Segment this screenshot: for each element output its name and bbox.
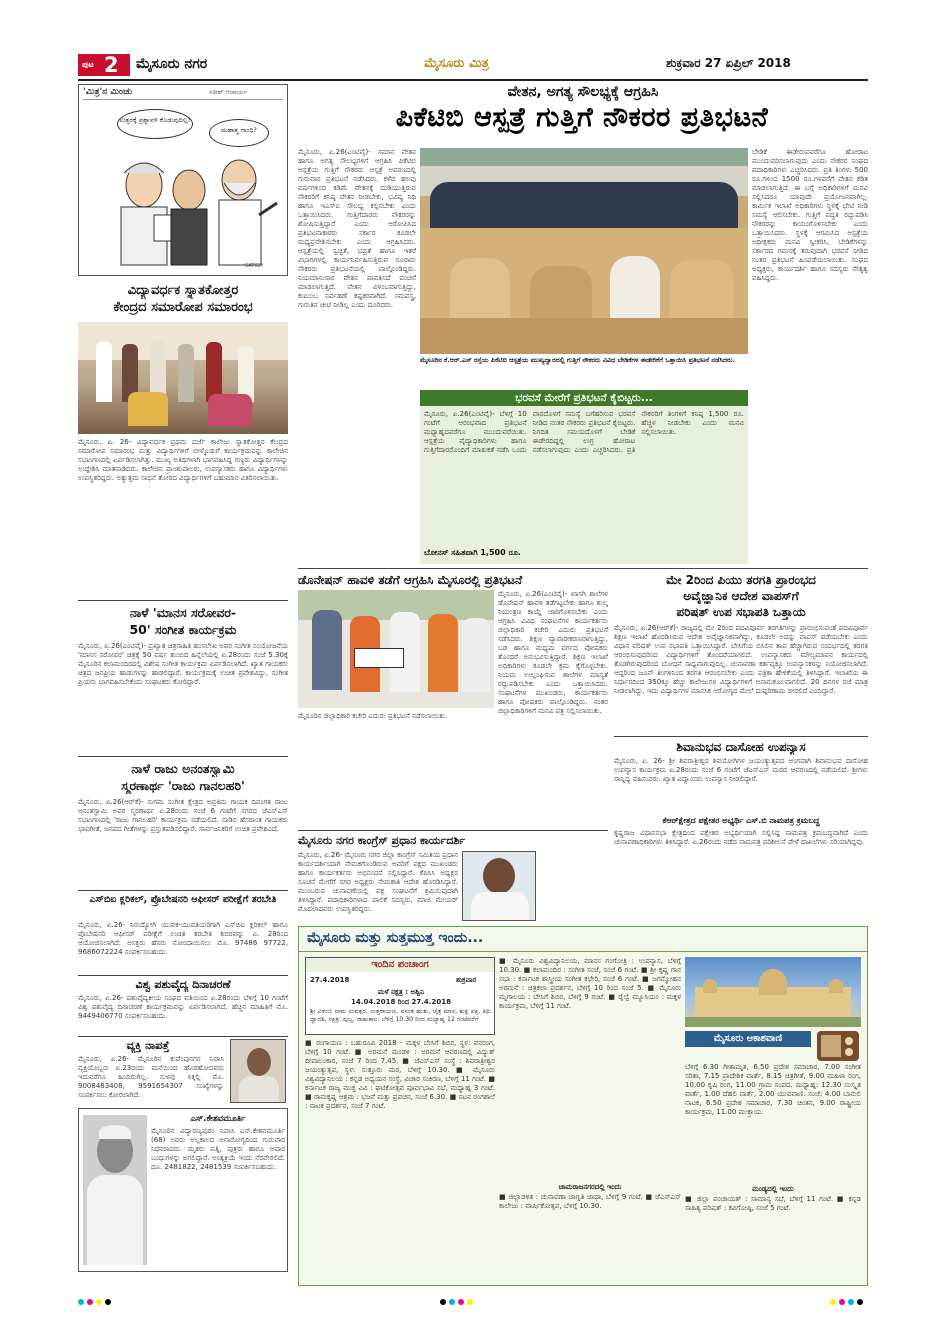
chamaraj-body: ■ ಜಿಲ್ಲಾಡಳಿತ : ಚುನಾವಣಾ ಜಾಗೃತಿ ಜಾಥಾ, ಬೆಳಿಗ್ಗೆ 9 ಗಂಟೆ. ■ ಜೆಎಸ್‌ಎಸ್ ಕಾಲೇಜು : ವಾರ್ಷಿಕೋತ್ಸವ, ಬೆಳಿಗ್ಗೆ 10.30. [499, 1193, 681, 1210]
header-rule [78, 79, 868, 81]
issue-date: ಶುಕ್ರವಾರ 27 ಏಪ್ರಿಲ್ 2018 [666, 56, 791, 70]
bubble-left-text: ಉತ್ತರಕ್ಕೆ ಪ್ರಶ್ನಾವಳಿ ಕೊಡುವುದಿಲ್ಲ! [119, 116, 191, 124]
manasa-headline-2: 50' ಸಂಗೀತ ಕಾರ್ಯಕ್ರಮ [129, 622, 237, 637]
missing-headline: ವ್ಯಕ್ತಿ ನಾಪತ್ತೆ [126, 1039, 170, 1052]
lead-sub-body: ಮೈಸೂರು, ಏ.26(ಎಂಟಿವೈ)- ಬೆಳಿಗ್ಗೆ 10 ಗಂಟೆಗೆ ಆರಂಭವಾದ ಪ್ರತಿಭಟನೆ ಮಧ್ಯಾಹ್ನದವರೆಗೂ ಮುಂದುವರೆಯಿತು. ಆಸ್ಪತ್ರೆಯ ವೈದ್ಯಾಧಿಕಾರಿಗಳು ಹಾಗೂ ಗುತ್ತಿಗೆದಾರರೊಂದಿಗೆ ಮಾತುಕತೆ ನಡೆಸಿ ಒಂದು ವಾರದೊಳಗೆ ಸಮಸ್ಯೆ ಬಗೆಹರಿಸುವ ಭರವಸೆ ನೀಡಿದ ನಂತರ ನೌಕರರು ಪ್ರತಿಭಟನೆ ಕೈಬಿಟ್ಟರು. ನಿಗದಿತ ಸಮಯದೊಳಗೆ ಬೇಡಿಕೆ ಈಡೇರದಿದ್ದಲ್ಲಿ ಉಗ್ರ ಹೋರಾಟ ನಡೆಸಲಾಗುವುದು ಎಂದು ಎಚ್ಚರಿಸಿದರು. ಪ್ರತಿ ನೌಕರರಿಗೆ ತಿಂಗಳಿಗೆ ಕನಿಷ್ಠ 1,500 ರೂ. ಹೆಚ್ಚಳ ನೀಡಬೇಕು ಎಂದು ಮನವಿ ಸಲ್ಲಿಸಲಾಯಿತು. [424, 410, 744, 454]
congress-photo [462, 851, 536, 921]
donation-story [298, 572, 608, 828]
lead-kicker: ವೇತನ, ಅಗತ್ಯ ಸೌಲಭ್ಯಕ್ಕೆ ಆಗ್ರಹಿಸಿ [507, 84, 659, 100]
puc-story [614, 572, 868, 734]
obituary-name: ಎಸ್.ಕೇಶವಮೂರ್ತಿ [190, 1114, 246, 1124]
pg-photo [78, 322, 288, 434]
manasa-story [78, 604, 288, 754]
sbi-body: ಮೈಸೂರು, ಏ.26- ನಿರುದ್ಯೋಗಿ ಯುವಕ-ಯುವತಿಯರಿಗಾಗಿ ಎಸ್‌ಬಿಐ ಕ್ಲರಿಕಲ್ ಹಾಗೂ ಪ್ರೊಬೇಷನರಿ ಆಫೀಸರ್ ಪರೀಕ್ಷೆಗೆ ಉಚಿತ ತರಬೇತಿ ಶಿಬಿರವನ್ನು ಏ. 28ರಿಂದ ಆಯೋಜಿಸಲಾಗಿದೆ. ಆಸಕ್ತರು ಹೆಸರು ನೋಂದಾಯಿಸಲು ಮೊ. 97486 97722, 9686072224 ಸಂಪರ್ಕಿಸಬಹುದು. [78, 921, 288, 956]
radio-title [685, 1031, 811, 1047]
page-number-badge [78, 54, 130, 76]
vet-body: ಮೈಸೂರು, ಏ.26- ಪಶುವೈದ್ಯಕೀಯ ಸಂಘದ ವತಿಯಿಂದ ಏ.28ರಂದು ಬೆಳಿಗ್ಗೆ 10 ಗಂಟೆಗೆ ವಿಶ್ವ ಪಶುವೈದ್ಯ ದಿನಾಚರಣೆ ಕಾರ್ಯಕ್ರಮವನ್ನು ಏರ್ಪಡಿಸಲಾಗಿದೆ. ಹೆಚ್ಚಿನ ಮಾಹಿತಿಗೆ ಮೊ. 9449406770 ಸಂಪರ್ಕಿಸಬಹುದು. [78, 994, 288, 1020]
raju-headline-1: ನಾಳೆ ರಾಜು ಅನಂತಸ್ವಾಮಿ [131, 761, 235, 776]
raju-story [78, 760, 288, 888]
radio-body: ಬೆಳಿಗ್ಗೆ 6.30 ಗೀತಾಮೃತ, 6.50 ಪ್ರದೇಶ ಸಮಾಚಾರ, 7.00 ಸಂಗೀತ ಸರಿತಾ, 7.15 ಪ್ರಾದೇಶಿಕ ವಾರ್ತೆ, 8.15 ಚಿತ್ರಗೀತೆ, 9.00 ಮಹಿಳಾ ರಂಗ, 10.00 ಕೃಷಿ ರಂಗ, 11.00 ಗ್ರಾಮ ಸಂಪದ. ಮಧ್ಯಾಹ್ನ: 12.30 ಸಂಸ್ಕೃತ ವಾರ್ತೆ, 1.00 ದೆಹಲಿ ವಾರ್ತೆ, 2.00 ಯುವವಾಣಿ. ಸಂಜೆ: 4.00 ಬಾನುಲಿ ನಾಟಕ, 6.50 ಪ್ರದೇಶ ಸಮಾಚಾರ, 7.30 ಚಿಂತನ, 9.00 ರಾಷ್ಟ್ರೀಯ ಕಾರ್ಯಕ್ರಮ, 11.00 ಮುಕ್ತಾಯ. [685, 1063, 861, 1116]
lead-subbox [420, 390, 748, 564]
section-name: ಮೈಸೂರು ನಗರ [136, 56, 208, 72]
puc-headline-2: ಅವೈಜ್ಞಾನಿಕ ಆದೇಶ ವಾಪಸ್‌ಗೆ [683, 589, 799, 603]
obituary-body: ಮೈಸೂರಿನ ವಿದ್ಯಾರಣ್ಯಪುರಂ ನಿವಾಸಿ ಎಸ್.ಕೇಶವಮೂರ್ತಿ (68) ಅವರು ಅಲ್ಪಕಾಲದ ಅನಾರೋಗ್ಯದಿಂದ ಗುರುವಾರ ನಿಧನರಾದರು. ಮೃತರು ಪತ್ನಿ, ಪುತ್ರರು ಹಾಗೂ ಅಪಾರ ಬಂಧುಗಳನ್ನು ಅಗಲಿದ್ದಾರೆ. ಅಂತ್ಯಕ್ರಿಯೆ ಇಂದು ನೆರವೇರಲಿದೆ. ದೂ. 2481822, 2481539 ಸಂಪರ್ಕಿಸಬಹುದು. [151, 1127, 285, 1171]
panchanga-line-1: ಮಳೆ ನಕ್ಷತ್ರ : ಅಶ್ವಿನಿ [377, 988, 425, 996]
cartoon-drawing [99, 145, 279, 275]
lead-photo [420, 148, 748, 354]
lead-photo-caption: ಮೈಸೂರಿನ ಕೆ.ಆರ್.ಎಸ್ ರಸ್ತೆಯ ಪಿಕೆಟಿಬಿ ಆಸ್ಪತ್ರೆಯ ಮುಖ್ಯದ್ವಾರದಲ್ಲಿ ಗುತ್ತಿಗೆ ನೌಕರರು ವಿವಿಧ ಬೇಡಿಕೆಗಳ ಈಡೇರಿಕೆಗೆ ಒತ್ತಾಯಿಸಿ ಪ್ರತಿಭಟನೆ ನಡೆಸಿದರು. [420, 356, 736, 364]
panchanga-weekday: ಶುಕ್ರವಾರ [456, 976, 477, 984]
congress-body: ಮೈಸೂರು, ಏ.26- ಮೈಸೂರು ನಗರ ಜಿಲ್ಲಾ ಕಾಂಗ್ರೆಸ್ ಸಮಿತಿಯ ಪ್ರಧಾನ ಕಾರ್ಯದರ್ಶಿಯಾಗಿ ನೇಮಕಗೊಂಡಿರುವ ಅವರಿಗೆ ಪಕ್ಷದ ಮುಖಂಡರು ಹಾಗೂ ಕಾರ್ಯಕರ್ತರು ಅಭಿನಂದನೆ ಸಲ್ಲಿಸಿದ್ದಾರೆ. ಕೆಪಿಸಿಸಿ ಅಧ್ಯಕ್ಷರ ಸೂಚನೆ ಮೇರೆಗೆ ನಗರ ಅಧ್ಯಕ್ಷರು ನೇಮಕಾತಿ ಆದೇಶ ಹೊರಡಿಸಿದ್ದಾರೆ. ಮುಂಬರುವ ಚುನಾವಣೆಯಲ್ಲಿ ಪಕ್ಷ ಸಂಘಟನೆಗೆ ಶ್ರಮಿಸುವುದಾಗಿ ತಿಳಿಸಿದ್ದಾರೆ. ಪದಾಧಿಕಾರಿಗಳಾದ ಪಾಲಿಕೆ ಸದಸ್ಯರು, ಮಾಜಿ ಮೇಯರ್ ಮೊದಲಾದವರು ಉಪಸ್ಥಿತರಿದ್ದರು. [298, 851, 458, 913]
page-number: 2 [104, 53, 119, 77]
registration-marks-center [440, 1290, 476, 1309]
pg-centre-story [78, 282, 288, 598]
lead-headline: ಪಿಕೆಟಿಬಿ ಆಸ್ಪತ್ರೆ ಗುತ್ತಿಗೆ ನೌಕರರ ಪ್ರತಿಭಟನೆ [395, 102, 769, 133]
vet-headline: ವಿಶ್ವ ಪಶುವೈದ್ಯ ದಿನಾಚರಣೆ [135, 978, 231, 991]
sbi-story [78, 893, 288, 973]
radio-box [685, 1031, 861, 1181]
speech-bubble-right [209, 119, 269, 147]
lead-sub-emphasis: ಬೋನಸ್ ಸಹಿತವಾಗಿ 1,500 ರೂ. [424, 548, 521, 557]
panchanga-date: 27.4.2018 [310, 976, 350, 984]
donation-body-below: ಮೈಸೂರಿನ ಜಿಲ್ಲಾಧಿಕಾರಿ ಕಚೇರಿ ಎದುರು ಪ್ರತಿಭಟನೆ ನಡೆಸಲಾಯಿತು. [298, 712, 448, 720]
mandya-heading: ಮಂಡ್ಯದಲ್ಲಿ ಇಂದು [752, 1185, 794, 1193]
today-banner: ಮೈಸೂರು ಮತ್ತು ಸುತ್ತಮುತ್ತ ಇಂದು... [307, 930, 484, 946]
today-section [298, 926, 868, 1286]
puc-body: ಮೈಸೂರು, ಏ.26(ಆರ್‌ಕೆ)- ರಾಜ್ಯದಲ್ಲಿ ಮೇ 2ರಿಂದ ಪದವಿಪೂರ್ವ ತರಗತಿಗಳನ್ನು ಪ್ರಾರಂಭಿಸುವಂತೆ ಪದವಿಪೂರ್ವ ಶಿಕ್ಷಣ ಇಲಾಖೆ ಹೊರಡಿಸಿರುವ ಆದೇಶ ಅವೈಜ್ಞಾನಿಕವಾಗಿದ್ದು, ಕೂಡಲೇ ಅದನ್ನು ವಾಪಸ್ ಪಡೆಯಬೇಕು ಎಂದು ವಿಧಾನ ಪರಿಷತ್ ಉಪ ಸಭಾಪತಿ ಒತ್ತಾಯಿಸಿದ್ದಾರೆ. ಬೇಸಿಗೆಯ ಬಿಸಿಲಿನ ತಾಪ ಹೆಚ್ಚಾಗಿರುವ ಸಂದರ್ಭದಲ್ಲಿ ತರಗತಿ ಆರಂಭಿಸುವುದರಿಂದ ವಿದ್ಯಾರ್ಥಿಗಳಿಗೆ ತೊಂದರೆಯಾಗಲಿದೆ. ಉಪನ್ಯಾಸಕರು ಮೌಲ್ಯಮಾಪನ ಕಾರ್ಯದಲ್ಲಿ ತೊಡಗಿರುವುದರಿಂದ ಬೋಧನೆ ಸಾಧ್ಯವಾಗುವುದಿಲ್ಲ. ಚುನಾವಣಾ ಕರ್ತವ್ಯಕ್ಕೂ ಉಪನ್ಯಾಸಕರನ್ನು ನಿಯೋಜಿಸಲಾಗಿದೆ. ಆದ್ದರಿಂದ ಜೂನ್ ತಿಂಗಳಿನಿಂದ ತರಗತಿ ಆರಂಭಿಸಬೇಕು ಎಂದು ಪತ್ರಿಕಾ ಹೇಳಿಕೆಯಲ್ಲಿ ತಿಳಿಸಿದ್ದಾರೆ. ಇಲಾಖೆಯ ಈ ನಿರ್ಧಾರದಿಂದ 350ಕ್ಕೂ ಹೆಚ್ಚು ಕಾಲೇಜುಗಳ ವಿದ್ಯಾರ್ಥಿಗಳಿಗೆ ಅನಾನುಕೂಲವಾಗಲಿದೆ. 20 ದಿನಗಳ ರಜೆ ಮಾತ್ರ ನೀಡಲಾಗಿದ್ದು, ಇದು ವಿದ್ಯಾರ್ಥಿಗಳ ಮಾನಸಿಕ ಆರೋಗ್ಯದ ಮೇಲೆ ದುಷ್ಪರಿಣಾಮ ಬೀರಲಿದೆ ಎಂದಿದ್ದಾರೆ. [614, 624, 868, 695]
donation-photo [298, 590, 494, 708]
missing-body: ಮೈಸೂರು, ಏ.26- ಮೈಸೂರಿನ ಕುವೆಂಪುನಗರ ನಿವಾಸಿ ವ್ಯಕ್ತಿಯೊಬ್ಬರು ಏ.23ರಂದು ಮನೆಯಿಂದ ಹೊರಹೋದವರು ಇದುವರೆಗೂ ಹಿಂದಿರುಗಿಲ್ಲ. ಸುಳಿವು ಸಿಕ್ಕಲ್ಲಿ ಮೊ. 9008483408, 9591654307 ಸಂಖ್ಯೆಗಳನ್ನು ಸಂಪರ್ಕಿಸಲು ಕೋರಲಾಗಿದೆ. [78, 1055, 224, 1099]
today-events-right: ■ ಮೈಸೂರು ವಿಶ್ವವಿದ್ಯಾನಿಲಯ, ಮಾನಸ ಗಂಗೋತ್ರಿ : ಉಪನ್ಯಾಸ, ಬೆಳಿಗ್ಗೆ 10.30. ■ ಕಲಾಮಂದಿರ : ಸಂಗೀತ ಸಂಜೆ, ಸಂಜೆ 6 ಗಂಟೆ. ■ ಶ್ರೀ ಕೃಷ್ಣ ಗಾನ ಸಭಾ : ಕರ್ನಾಟಕ ಶಾಸ್ತ್ರೀಯ ಸಂಗೀತ ಕಛೇರಿ, ಸಂಜೆ 6 ಗಂಟೆ. ■ ಜಗನ್ಮೋಹನ ಅರಮನೆ : ಚಿತ್ರಕಲಾ ಪ್ರದರ್ಶನ, ಬೆಳಿಗ್ಗೆ 10 ರಿಂದ ಸಂಜೆ 5. ■ ಮೈಸೂರು ಮೃಗಾಲಯ : ಬೇಸಿಗೆ ಶಿಬಿರ, ಬೆಳಿಗ್ಗೆ 9 ಗಂಟೆ. ■ ರೈಲ್ವೆ ಮ್ಯೂಸಿಯಂ : ಮಕ್ಕಳ ಕಾರ್ಯಕ್ರಮ, ಬೆಳಿಗ್ಗೆ 11 ಗಂಟೆ. [499, 957, 681, 1010]
chamaraj-heading: ಚಾಮರಾಜನಗರದಲ್ಲಿ ಇಂದು [558, 1183, 622, 1191]
manasa-headline-1: ನಾಳೆ 'ಮಾನಸ ಸರೋವರ- [129, 605, 237, 620]
obituary-photo [83, 1115, 147, 1265]
today-events-left: ■ ರಂಗಾಯಣ : ಬಹುರೂಪಿ 2018 - ಮಕ್ಕಳ ಬೇಸಿಗೆ ಶಿಬಿರ, ಸ್ಥಳ: ವನರಂಗ, ಬೆಳಿಗ್ಗೆ 10 ಗಂಟೆ. ■ ಅರಮನೆ ಮಂಡಳಿ : ಅರಮನೆ ಆವರಣದಲ್ಲಿ ವಿದ್ಯುತ್ ದೀಪಾಲಂಕಾರ, ಸಂಜೆ 7 ರಿಂದ 7.45. ■ ಜೆಎಸ್‌ಎಸ್ ಸಂಸ್ಥೆ : ಶಿವರಾತ್ರೀಶ್ವರ ಜಯಂತ್ಯುತ್ಸವ, ಸ್ಥಳ: ಸುತ್ತೂರು ಮಠ, ಬೆಳಿಗ್ಗೆ 10.30. ■ ಮೈಸೂರು ವಿಶ್ವವಿದ್ಯಾನಿಲಯ : ಕನ್ನಡ ಅಧ್ಯಯನ ಸಂಸ್ಥೆ, ವಿಚಾರ ಸಂಕಿರಣ, ಬೆಳಿಗ್ಗೆ 11 ಗಂಟೆ. ■ ಕರ್ನಾಟಕ ರಾಜ್ಯ ಮುಕ್ತ ವಿವಿ : ಘಟಿಕೋತ್ಸವ ಪೂರ್ವಭಾವಿ ಸಭೆ, ಮಧ್ಯಾಹ್ನ 3 ಗಂಟೆ. ■ ರಾಮಕೃಷ್ಣ ಆಶ್ರಮ : ಭಜನೆ ಮತ್ತು ಪ್ರವಚನ, ಸಂಜೆ 6.30. ■ ನಟನ ರಂಗಶಾಲೆ : ನಾಟಕ ಪ್ರದರ್ಶನ, ಸಂಜೆ 7 ಗಂಟೆ. [305, 1039, 495, 1110]
donation-body-right: ಮೈಸೂರು, ಏ.26(ಎಂಟಿವೈ)- ಖಾಸಗಿ ಶಾಲೆಗಳ ಡೊನೇಷನ್ ಹಾವಳಿ ತಡೆಗಟ್ಟಬೇಕು ಹಾಗೂ ಶುಲ್ಕ ನಿಯಂತ್ರಣ ಕಾಯ್ದೆ ಜಾರಿಗೊಳಿಸಬೇಕು ಎಂದು ಆಗ್ರಹಿಸಿ ವಿವಿಧ ಸಂಘಟನೆಗಳ ಕಾರ್ಯಕರ್ತರು ಜಿಲ್ಲಾಧಿಕಾರಿ ಕಚೇರಿ ಎದುರು ಪ್ರತಿಭಟನೆ ನಡೆಸಿದರು. ಶಿಕ್ಷಣ ವ್ಯಾಪಾರೀಕರಣವಾಗುತ್ತಿದ್ದು, ಬಡ ಹಾಗೂ ಮಧ್ಯಮ ವರ್ಗದ ಪೋಷಕರು ತೊಂದರೆ ಅನುಭವಿಸುತ್ತಿದ್ದಾರೆ. ಶಿಕ್ಷಣ ಇಲಾಖೆ ಅಧಿಕಾರಿಗಳು ಕೂಡಲೇ ಕ್ರಮ ಕೈಗೊಳ್ಳಬೇಕು. ನಿಯಮ ಉಲ್ಲಂಘಿಸುವ ಶಾಲೆಗಳ ಮಾನ್ಯತೆ ರದ್ದುಪಡಿಸಬೇಕು ಎಂದು ಒತ್ತಾಯಿಸಿದರು. ಸಂಘಟನೆಗಳ ಮುಖಂಡರು, ಕಾರ್ಯಕರ್ತರು ಹಾಗೂ ಪೋಷಕರು ಪಾಲ್ಗೊಂಡಿದ್ದರು. ನಂತರ ಜಿಲ್ಲಾಧಿಕಾರಿಗಳಿಗೆ ಮನವಿ ಪತ್ರ ಸಲ್ಲಿಸಲಾಯಿತು. [498, 590, 608, 715]
lead-body-right: ಬೇಡಿಕೆ ಈಡೇರುವವರೆಗೂ ಹೋರಾಟ ಮುಂದುವರಿಸಲಾಗುವುದು ಎಂದು ನೌಕರರ ಸಂಘದ ಪದಾಧಿಕಾರಿಗಳು ಎಚ್ಚರಿಸಿದರು. ಪ್ರತಿ ತಿಂಗಳು 500 ರೂ.ಗಳಿಂದ 1500 ರೂ.ಗಳವರೆಗೆ ವೇತನ ಕಡಿತ ಮಾಡಲಾಗುತ್ತಿದೆ. ಈ ಬಗ್ಗೆ ಅಧಿಕಾರಿಗಳಿಗೆ ಮನವಿ ಸಲ್ಲಿಸಿದರೂ ಯಾವುದೇ ಪ್ರಯೋಜನವಾಗಿಲ್ಲ. ಕಾರ್ಮಿಕ ಇಲಾಖೆ ಅಧಿಕಾರಿಗಳು ಸ್ಥಳಕ್ಕೆ ಭೇಟಿ ನೀಡಿ ಸಮಸ್ಯೆ ಆಲಿಸಬೇಕು. ಗುತ್ತಿಗೆ ಪದ್ಧತಿ ರದ್ದುಪಡಿಸಿ ನೌಕರರನ್ನು ಕಾಯಂಗೊಳಿಸಬೇಕು ಎಂದು ಒತ್ತಾಯಿಸಿದರು. ಸ್ಥಳಕ್ಕೆ ಆಗಮಿಸಿದ ಆಸ್ಪತ್ರೆಯ ಅಧೀಕ್ಷಕರು ಮನವಿ ಸ್ವೀಕರಿಸಿ, ಬೇಡಿಕೆಗಳನ್ನು ಸರ್ಕಾರದ ಗಮನಕ್ಕೆ ತರುವುದಾಗಿ ಭರವಸೆ ನೀಡಿದ ನಂತರ ಪ್ರತಿಭಟನೆ ಹಿಂಪಡೆಯಲಾಯಿತು. ಸಂಘದ ಅಧ್ಯಕ್ಷರು, ಕಾರ್ಯದರ್ಶಿ ಹಾಗೂ ಸದಸ್ಯರು ನೇತೃತ್ವ ವಹಿಸಿದ್ದರು. [752, 148, 868, 282]
manasa-body: ಮೈಸೂರು, ಏ.26(ಎಂಟಿವೈ)- ಪ್ರಖ್ಯಾತ ಚಿತ್ರಸಾಹಿತಿ ಹಂಸಲೇಖ ಅವರ ಸಂಗೀತ ಸಂಯೋಜನೆಯ 'ಮಾನಸ ಸರೋವರ' ಚಿತ್ರಕ್ಕೆ 50 ವರ್ಷ ತುಂಬಿದ ಹಿನ್ನೆಲೆಯಲ್ಲಿ ಏ.28ರಂದು ಸಂಜೆ 5.30ಕ್ಕೆ ಮೈಸೂರಿನ ಕಲಾಮಂದಿರದಲ್ಲಿ ವಿಶೇಷ ಸಂಗೀತ ಕಾರ್ಯಕ್ರಮ ಏರ್ಪಡಿಸಲಾಗಿದೆ. ಖ್ಯಾತ ಗಾಯಕರು ಚಿತ್ರದ ಜನಪ್ರಿಯ ಹಾಡುಗಳನ್ನು ಹಾಡಲಿದ್ದಾರೆ. ಕಾರ್ಯಕ್ರಮಕ್ಕೆ ಉಚಿತ ಪ್ರವೇಶವಿದ್ದು, ಸಂಗೀತ ಪ್ರಿಯರು ಭಾಗವಹಿಸಬೇಕೆಂದು ಸಂಘಟಕರು ಕೋರಿದ್ದಾರೆ. [78, 642, 288, 686]
missing-photo [230, 1039, 286, 1103]
congress-story [298, 833, 608, 923]
speech-bubble-left [117, 109, 193, 139]
pg-headline-1: ವಿದ್ಯಾವರ್ಧಕ ಸ್ನಾತಕೋತ್ತರ [127, 283, 239, 298]
obituary-box [78, 1108, 288, 1272]
cartoon-box [78, 84, 288, 276]
shiva-sub-body: ಕೃಷ್ಣರಾಜ ವಿಧಾನಸಭಾ ಕ್ಷೇತ್ರದಿಂದ ಪಕ್ಷೇತರ ಅಭ್ಯರ್ಥಿಯಾಗಿ ಸಲ್ಲಿಸಿದ್ದ ನಾಮಪತ್ರ ಕ್ರಮಬದ್ಧವಾಗಿದೆ ಎಂದು ಚುನಾವಣಾಧಿಕಾರಿಗಳು ತಿಳಿಸಿದ್ದಾರೆ. ಏ.26ರಂದು ನಡೆದ ನಾಮಪತ್ರ ಪರಿಶೀಲನೆ ವೇಳೆ ದಾಖಲೆಗಳು ಸರಿಯಾಗಿದ್ದವು. [614, 829, 868, 846]
shiva-headline: ಶಿವಾನುಭವ ದಾಸೋಹ ಉಪನ್ಯಾಸ [676, 740, 806, 754]
lead-subbar: ಭರವಸೆ ಮೇರೆಗೆ ಪ್ರತಿಭಟನೆ ಕೈಬಿಟ್ಟರು... [420, 390, 748, 406]
page-label: ಪುಟ [82, 60, 94, 69]
missing-person-story [78, 1039, 288, 1105]
panchanga-line-3: ಶ್ರೀ ವಿಳಂಬಿ ನಾಮ ಸಂವತ್ಸರ, ಉತ್ತರಾಯಣ, ವಸಂತ ಋತು, ಚೈತ್ರ ಮಾಸ, ಶುಕ್ಲ ಪಕ್ಷ, ತಿಥಿ: ದ್ವಾದಶಿ, ನಕ್ಷತ್ರ: ಪುಬ್ಬ, ರಾಹುಕಾಲ: ಬೆಳಿಗ್ಗೆ 10.30 ರಿಂದ ಮಧ್ಯಾಹ್ನ 12 ಗಂಟೆವರೆಗೆ [310, 1008, 492, 1023]
page-header [78, 52, 868, 78]
shiva-story [614, 739, 868, 921]
panchanga-box [305, 957, 495, 1035]
radio-icon [817, 1031, 859, 1061]
mandya-body: ■ ಜಿಲ್ಲಾ ಪಂಚಾಯತ್ : ಸಾಮಾನ್ಯ ಸಭೆ, ಬೆಳಿಗ್ಗೆ 11 ಗಂಟೆ. ■ ಕನ್ನಡ ಸಾಹಿತ್ಯ ಪರಿಷತ್ : ಕವಿಗೋಷ್ಠಿ, ಸಂಜೆ 5 ಗಂಟೆ. [685, 1195, 861, 1212]
congress-headline: ಮೈಸೂರು ನಗರ ಕಾಂಗ್ರೆಸ್ ಪ್ರಧಾನ ಕಾರ್ಯದರ್ಶಿ [298, 834, 466, 847]
panchanga-title: ಇಂದಿನ ಪಂಚಾಂಗ [306, 958, 494, 972]
radio-title-text: ಮೈಸೂರು ಆಕಾಶವಾಣಿ [713, 1033, 783, 1044]
pg-body: ಮೈಸೂರು, ಏ. 26- ವಿದ್ಯಾವರ್ಧಕ ಪ್ರಥಮ ದರ್ಜೆ ಕಾಲೇಜು ಸ್ನಾತಕೋತ್ತರ ಕೇಂದ್ರದ ಸಮಾರೋಪ ಸಮಾರಂಭ ಮತ್ತು ವಿದ್ಯಾರ್ಥಿಗಳಿಗೆ ಬೀಳ್ಕೊಡುಗೆ ಕಾರ್ಯಕ್ರಮವನ್ನು ಕಾಲೇಜಿನ ಸಭಾಂಗಣದಲ್ಲಿ ಏರ್ಪಡಿಸಲಾಗಿತ್ತು. ಮುಖ್ಯ ಅತಿಥಿಗಳಾಗಿ ಭಾಗವಹಿಸಿದ್ದ ಗಣ್ಯರು ವಿದ್ಯಾರ್ಥಿಗಳನ್ನು ಉದ್ದೇಶಿಸಿ ಮಾತನಾಡಿದರು. ಕಾಲೇಜಿನ ಪ್ರಾಂಶುಪಾಲರು, ಉಪನ್ಯಾಸಕರು ಹಾಗೂ ವಿದ್ಯಾರ್ಥಿಗಳು ಉಪಸ್ಥಿತರಿದ್ದರು. ಅತ್ಯುತ್ತಮ ಸಾಧನೆ ತೋರಿದ ವಿದ್ಯಾರ್ಥಿಗಳಿಗೆ ಬಹುಮಾನ ವಿತರಿಸಲಾಯಿತು. [78, 438, 288, 482]
registration-marks-left [78, 1290, 114, 1309]
puc-headline-3: ಪರಿಷತ್ ಉಪ ಸಭಾಪತಿ ಒತ್ತಾಯ [676, 605, 806, 619]
panchanga-line-2: 14.04.2018 ರಿಂದ 27.4.2018 [351, 998, 451, 1006]
cartoon-artist: ಸತೀಶ್ ಆಚಾರ್ಯ [209, 88, 247, 96]
raju-body: ಮೈಸೂರು, ಏ.26(ಆರ್‌ಕೆ)- ಸುಗಮ ಸಂಗೀತ ಕ್ಷೇತ್ರದ ಅಪ್ರತಿಮ ಗಾಯಕ ದಿವಂಗತ ರಾಜು ಅನಂತಸ್ವಾಮಿ ಅವರ ಸ್ಮರಣಾರ್ಥ ಏ.28ರಂದು ಸಂಜೆ 6 ಗಂಟೆಗೆ ನಗರದ ಜೆಎಸ್‌ಎಸ್ ಸಭಾಂಗಣದಲ್ಲಿ 'ರಾಜು ಗಾನಲಹರಿ' ಕಾರ್ಯಕ್ರಮ ನಡೆಯಲಿದೆ. ನಾಡಿನ ಹೆಸರಾಂತ ಗಾಯಕರು ಭಾವಗೀತೆ, ಜನಪದ ಗೀತೆಗಳನ್ನು ಪ್ರಸ್ತುತಪಡಿಸಲಿದ್ದಾರೆ. ಸಾರ್ವಜನಿಕರಿಗೆ ಉಚಿತ ಪ್ರವೇಶವಿದೆ. [78, 798, 288, 833]
masthead: ಮೈಸೂರು ಮಿತ್ರ [424, 56, 489, 71]
shiva-sub: ಕೆಆರ್‌ಕ್ಷೇತ್ರದ ಪಕ್ಷೇತರ ಅಭ್ಯರ್ಥಿ ಎಸ್.ಬಿ ನಾಮಪತ್ರ ಕ್ರಮಬದ್ಧ [662, 816, 820, 825]
donation-headline: ಡೊನೇಷನ್ ಹಾವಳಿ ತಡೆಗೆ ಆಗ್ರಹಿಸಿ ಮೈಸೂರಲ್ಲಿ ಪ್ರತಿಭಟನೆ [298, 573, 523, 587]
cartoon-signature: SATISH [245, 263, 263, 269]
pg-headline-2: ಕೇಂದ್ರದ ಸಮಾರೋಪ ಸಮಾರಂಭ [113, 300, 253, 315]
registration-marks-right [830, 1290, 866, 1309]
shiva-body: ಮೈಸೂರು, ಏ. 26- ಶ್ರೀ ಶಿವರಾತ್ರೀಶ್ವರ ಶಿವಯೋಗಿಗಳ ಜಯಂತ್ಯುತ್ಸವದ ಅಂಗವಾಗಿ ಶಿವಾನುಭವ ದಾಸೋಹ ಉಪನ್ಯಾಸ ಕಾರ್ಯಕ್ರಮ ಏ.28ರಂದು ಸಂಜೆ 6 ಗಂಟೆಗೆ ಜೆಎಸ್‌ಎಸ್ ಮಠದ ಆವರಣದಲ್ಲಿ ನಡೆಯಲಿದೆ. ಶ್ರೀಗಳು ಸಾನ್ನಿಧ್ಯ ವಹಿಸುವರು. ಖ್ಯಾತ ವಿದ್ವಾಂಸರು ಉಪನ್ಯಾಸ ನೀಡಲಿದ್ದಾರೆ. [614, 757, 868, 783]
cartoon-title: 'ಮಿತ್ರ'ನ ಮಿಂಚು [83, 87, 133, 97]
bubble-right-text: ಮಹಾತ್ಮ ಗಾಂಧಿ? [221, 126, 257, 134]
puc-headline-1: ಮೇ 2ರಿಂದ ಪಿಯು ತರಗತಿ ಪ್ರಾರಂಭದ [666, 573, 816, 587]
raju-headline-2: ಸ್ಮರಣಾರ್ಥ 'ರಾಜು ಗಾನಲಹರಿ' [121, 778, 245, 793]
palace-image [685, 957, 861, 1027]
vet-story [78, 978, 288, 1034]
lead-body-left: ಮೈಸೂರು, ಏ.26(ಎಂಟಿವೈ)- ಸಮಾನ ವೇತನ ಹಾಗೂ ಅಗತ್ಯ ಸೌಲಭ್ಯಗಳಿಗೆ ಆಗ್ರಹಿಸಿ ಪಿಕೆಟಿಬಿ ಆಸ್ಪತ್ರೆಯ ಗುತ್ತಿಗೆ ನೌಕರರು ಆಸ್ಪತ್ರೆ ಆವರಣದಲ್ಲಿ ಗುರುವಾರ ಪ್ರತಿಭಟನೆ ನಡೆಸಿದರು. ಕಳೆದ ಹಲವು ವರ್ಷಗಳಿಂದ ಕಡಿಮೆ ವೇತನಕ್ಕೆ ದುಡಿಯುತ್ತಿರುವ ನೌಕರರಿಗೆ ಕನಿಷ್ಠ ವೇತನ ನೀಡಬೇಕು, ಭವಿಷ್ಯ ನಿಧಿ ಹಾಗೂ ಇಎಸ್‌ಐ ಸೌಲಭ್ಯ ಕಲ್ಪಿಸಬೇಕು ಎಂದು ಒತ್ತಾಯಿಸಿದರು. ಗುತ್ತಿಗೆದಾರರು ನೌಕರರನ್ನು ಶೋಷಿಸುತ್ತಿದ್ದಾರೆ ಎಂದು ಆರೋಪಿಸಿದ ಪ್ರತಿಭಟನಾಕಾರರು ಸರ್ಕಾರ ಕೂಡಲೇ ಮಧ್ಯಪ್ರವೇಶಿಸಬೇಕು ಎಂದು ಆಗ್ರಹಿಸಿದರು. ಆಸ್ಪತ್ರೆಯಲ್ಲಿ ಸ್ವಚ್ಛತೆ, ಭದ್ರತೆ ಹಾಗೂ ಇತರೆ ವಿಭಾಗಗಳಲ್ಲಿ ಕಾರ್ಯನಿರ್ವಹಿಸುತ್ತಿರುವ ನೂರಾರು ನೌಕರರು ಪ್ರತಿಭಟನೆಯಲ್ಲಿ ಪಾಲ್ಗೊಂಡಿದ್ದರು. ನಿಯಮಾನುಸಾರ ವೇತನ ಪಾವತಿಸದೆ ವಂಚನೆ ಮಾಡಲಾಗುತ್ತಿದೆ. ವೇತನ ವಿಳಂಬವಾಗುತ್ತಿದ್ದು, ಕುಟುಂಬ ನಿರ್ವಹಣೆ ಕಷ್ಟಕರವಾಗಿದೆ. ಸಮವಸ್ತ್ರ, ಗುರುತಿನ ಚೀಟಿ ನೀಡಿಲ್ಲ ಎಂದು ದೂರಿದರು. [298, 148, 416, 309]
sbi-headline: ಎಸ್‌ಬಿಐ ಕ್ಲರಿಕಲ್, ಪ್ರೊಬೇಷನರಿ ಆಫೀಸರ್ ಪರೀಕ್ಷೆಗೆ ತರಬೇತಿ [89, 894, 277, 905]
congress-body-2 [540, 851, 608, 921]
